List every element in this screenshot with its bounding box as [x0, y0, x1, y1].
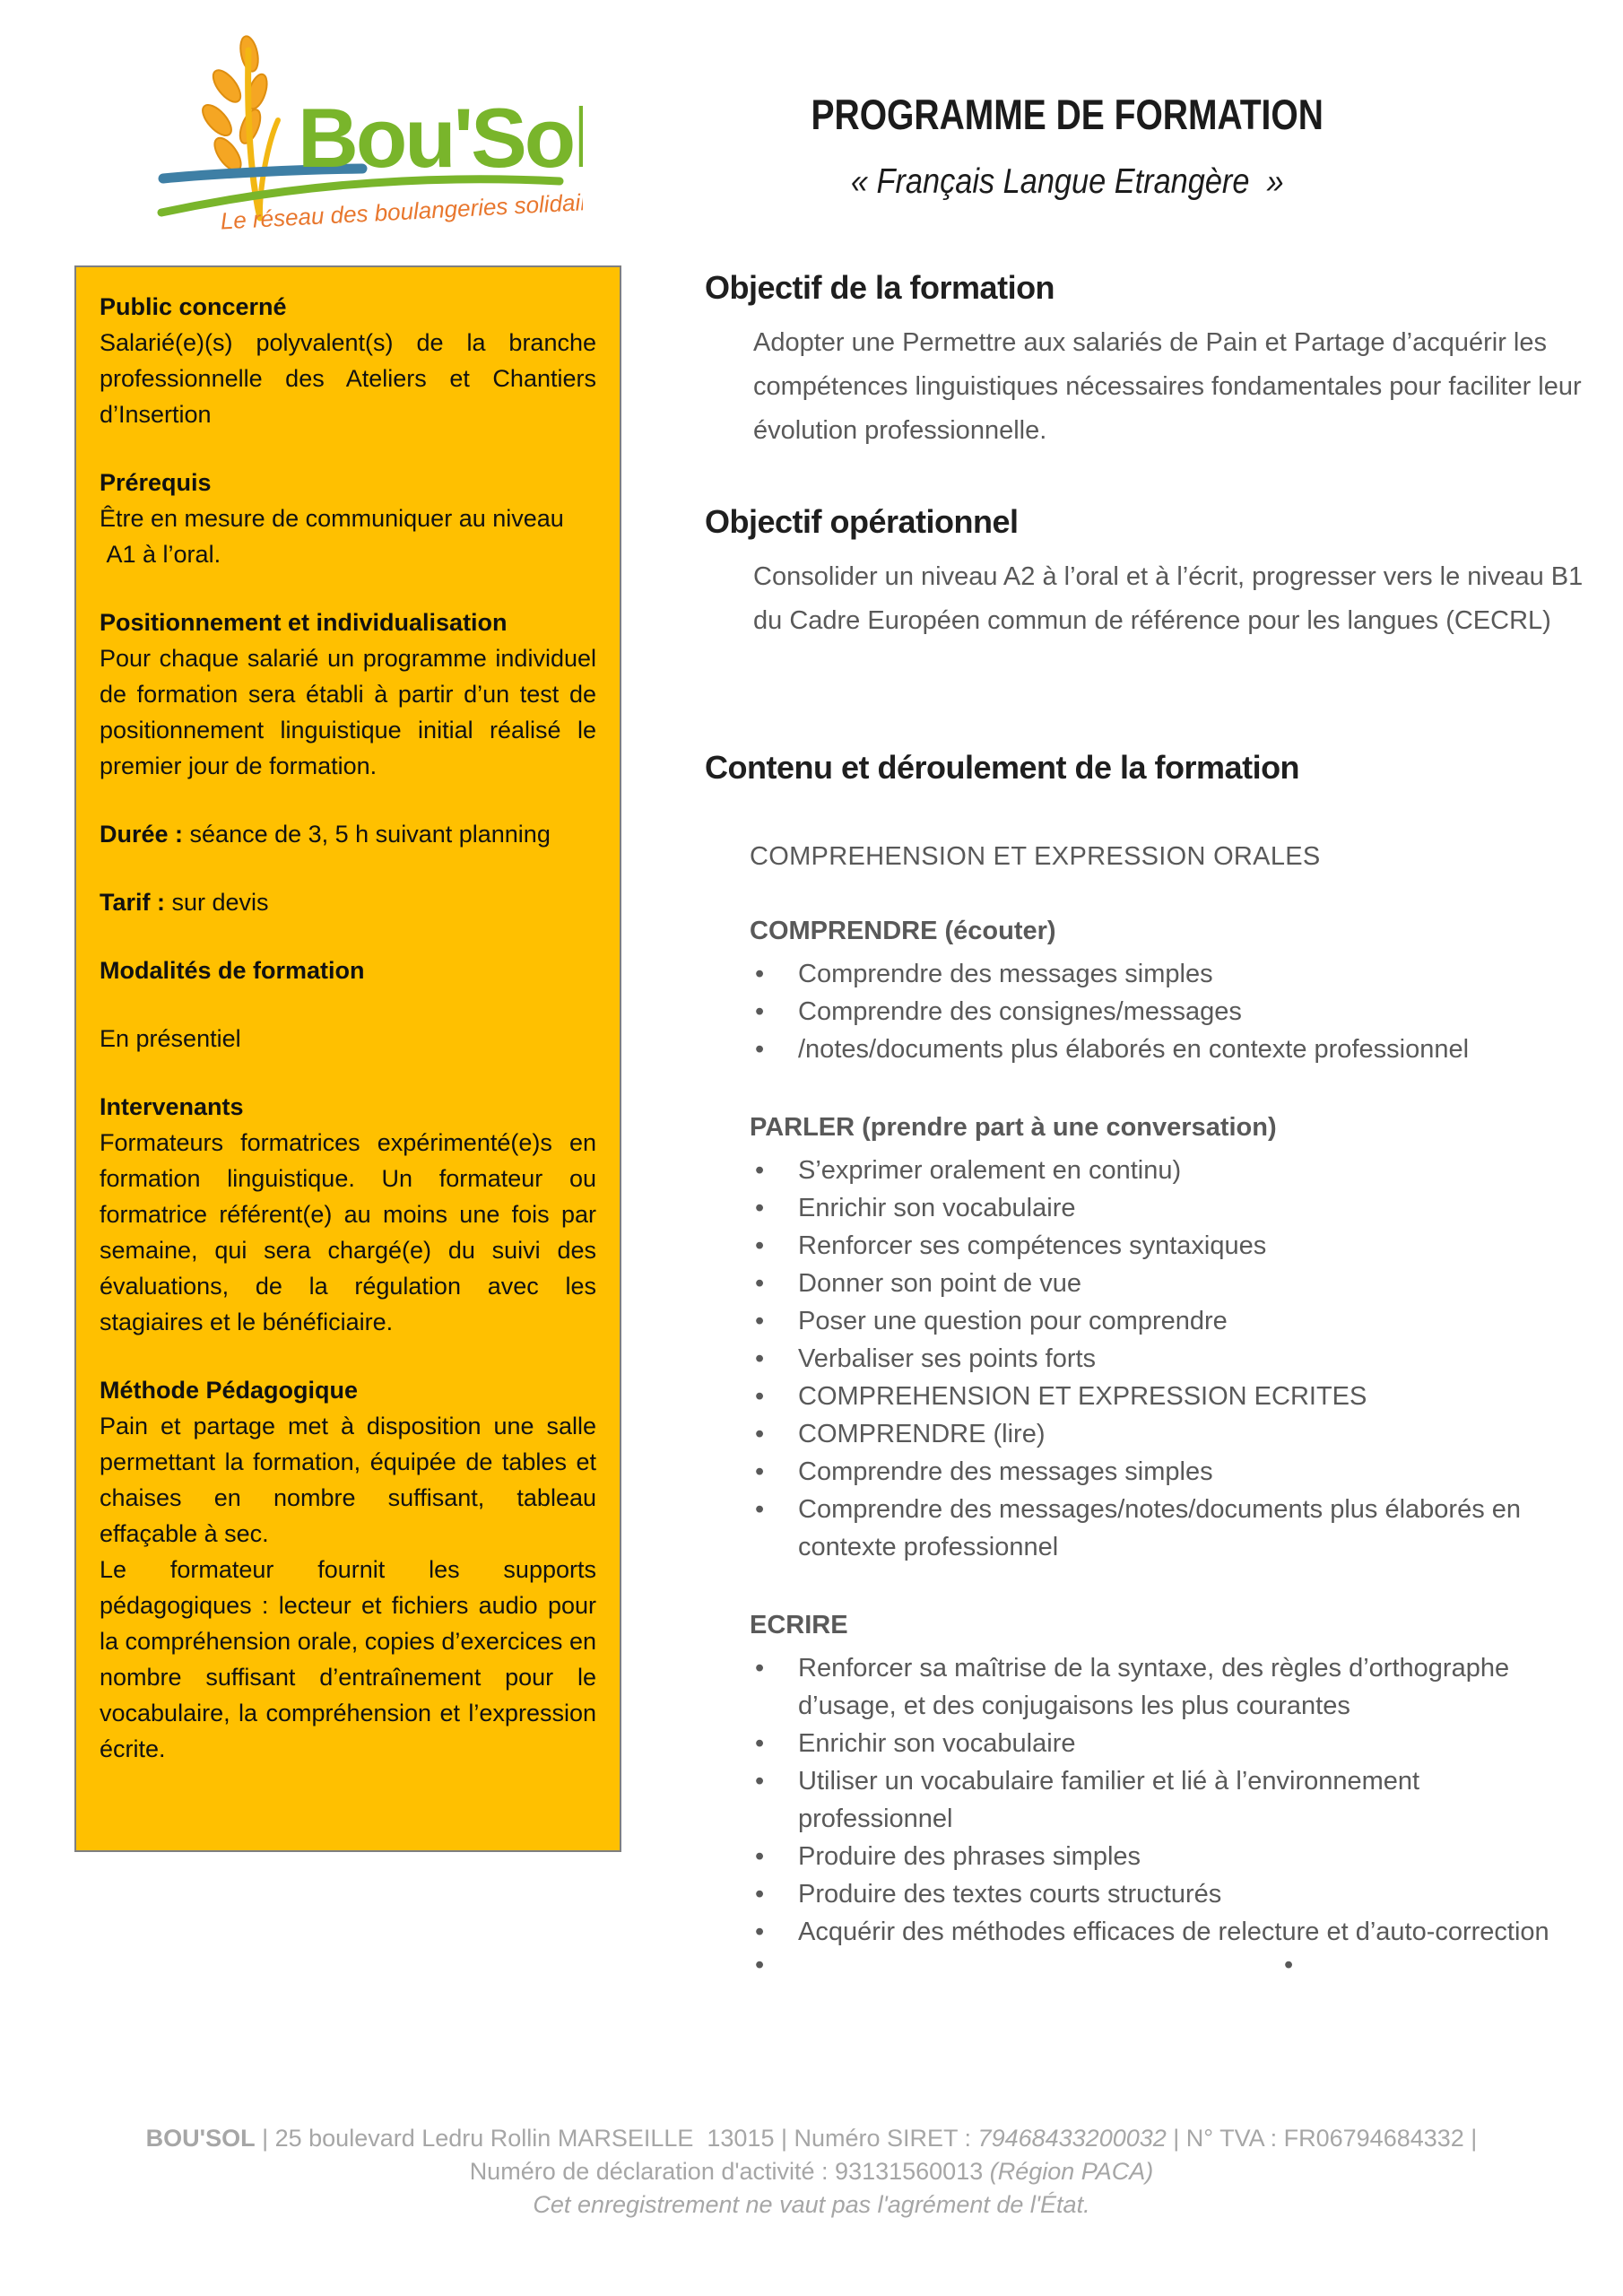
content-intro: COMPREHENSION ET EXPRESSION ORALES: [750, 842, 1321, 871]
bullet-text: Produire des phrases simples: [798, 1842, 1141, 1871]
bullet-text: Poser une question pour comprendre: [798, 1307, 1228, 1335]
sidebar-paragraph: En présentiel: [100, 1025, 241, 1052]
bullet-icon: •: [755, 1194, 765, 1222]
footer-line-1: [0, 2122, 1623, 2155]
document-title-block: [655, 90, 1480, 202]
bullet-text: Renforcer ses compétences syntaxiques: [798, 1231, 1267, 1260]
wheat-icon: [198, 35, 271, 175]
bullet-text: S’exprimer oralement en continu): [798, 1156, 1182, 1185]
main-content: [705, 269, 1610, 1988]
bullet-icon: •: [755, 1654, 765, 1683]
bullet-icon: •: [755, 960, 765, 988]
bullet-icon: •: [755, 1307, 765, 1335]
bullet-icon: •: [755, 1457, 765, 1486]
bullet-item: [750, 1189, 1557, 1227]
sidebar-inline-label: Tarif :: [100, 889, 165, 916]
bullet-text: COMPREHENSION ET EXPRESSION ECRITES: [798, 1382, 1367, 1411]
section-heading-objectif-formation: Objectif de la formation: [705, 269, 1055, 306]
sidebar-paragraph: Pain et partage met à disposition une salle permettant la formation, équipée de tables et chaises en nombre suffisant, tableau effaçable à sec.: [100, 1413, 596, 1547]
logo-wordmark: Bou'Sol: [298, 91, 583, 185]
content-groups: [750, 917, 1610, 1951]
bullet-text: Comprendre des messages/notes/documents plus élaborés en contexte professionnel: [798, 1495, 1522, 1561]
bullet-item: [750, 1453, 1557, 1491]
bullet-item: [750, 1378, 1557, 1415]
bullet-text: Comprendre des messages simples: [798, 1457, 1213, 1486]
bullet-item: [750, 1649, 1557, 1725]
sidebar-inline-item: Tarif : sur devis: [100, 889, 269, 916]
footer-region: (Région PACA): [989, 2158, 1154, 2185]
sidebar-inline-label: Durée :: [100, 821, 184, 848]
bullet-icon: •: [755, 1420, 765, 1448]
content-group: [750, 917, 1610, 1068]
bullet-item: [750, 1875, 1557, 1913]
empty-bullet-icon: •: [1284, 1951, 1294, 1979]
footer-line-3: Cet enregistrement ne vaut pas l'agrément de l'État.: [533, 2191, 1090, 2218]
bullet-icon: •: [755, 1880, 765, 1909]
bullet-icon: •: [755, 1156, 765, 1185]
bullet-item: [750, 993, 1557, 1031]
bullet-icon: •: [755, 1495, 765, 1524]
bousol-logo-graphic: [135, 32, 583, 239]
bullet-item: [750, 1762, 1557, 1838]
bullet-item: [750, 1302, 1557, 1340]
sidebar-sections: [100, 289, 596, 1767]
bullet-icon: •: [755, 997, 765, 1026]
bullet-text: COMPRENDRE (lire): [798, 1420, 1046, 1448]
sidebar-paragraph: Pour chaque salarié un programme individuel de formation sera établi à partir d’un test de positionnement linguistique initial réalisé le premier jour de formation.: [100, 645, 596, 779]
bullet-icon: •: [755, 1767, 765, 1796]
bullet-text: Produire des textes courts structurés: [798, 1880, 1222, 1909]
sidebar-section: [100, 465, 596, 572]
bullet-icon: •: [755, 1344, 765, 1373]
bullet-item: [750, 1227, 1557, 1265]
bullet-icon: •: [755, 1729, 765, 1758]
content-subheading: ECRIRE: [750, 1611, 848, 1639]
bullet-item: [750, 1031, 1557, 1068]
bousol-logo: [135, 32, 583, 239]
sidebar-paragraph: A1 à l’oral.: [100, 541, 221, 568]
sidebar-section-heading: Modalités de formation: [100, 957, 365, 984]
section-body-objectif-formation: Adopter une Permettre aux salariés de Pain et Partage d’acquérir les compétences linguistiques nécessaires fondamentales pour faciliter leur évolution professionnelle.: [753, 328, 1582, 445]
footer-line-2: [0, 2155, 1623, 2188]
sidebar-paragraph: Le formateur fournit les supports pédagogiques : lecteur et fichiers audio pour la compréhension orale, copies d’exercices en nombre suffisant d’entraînement pour le vocabulaire, la compréhension et l’expression écrite.: [100, 1556, 596, 1762]
page-subtitle: « Français Langue Etrangère »: [850, 162, 1284, 201]
bullet-item: [750, 1265, 1557, 1302]
bullet-text: Enrichir son vocabulaire: [798, 1194, 1076, 1222]
content-subheading: PARLER (prendre part à une conversation): [750, 1113, 1277, 1142]
bullet-item: [750, 955, 1557, 993]
sidebar-paragraph: Formateurs formatrices expérimenté(e)s en formation linguistique. Un formateur ou formatrice référent(e) au moins une fois par semaine, qui sera chargé(e) du suivi des évaluations, de la régulation avec les stagiaires et le bénéficiaire.: [100, 1129, 596, 1335]
bullet-icon: •: [755, 1231, 765, 1260]
bullet-text: Renforcer sa maîtrise de la syntaxe, des règles d’orthographe d’usage, et des conjugaisons les plus courantes: [798, 1654, 1510, 1720]
bullet-icon: •: [755, 1918, 765, 1946]
sidebar-section: [100, 604, 596, 784]
sidebar-section-heading: Prérequis: [100, 469, 212, 496]
bullet-icon: •: [755, 1035, 765, 1064]
logo-tagline: Le réseau des boulangeries solidaires: [220, 187, 583, 235]
content-group: [750, 1611, 1610, 1951]
bullet-icon: •: [755, 1269, 765, 1298]
bullet-text: /notes/documents plus élaborés en contexte professionnel: [798, 1035, 1470, 1064]
bullet-text: Donner son point de vue: [798, 1269, 1081, 1298]
bullet-item: [750, 1725, 1557, 1762]
bullet-item: [750, 1913, 1557, 1951]
bullet-icon: •: [755, 1842, 765, 1871]
sidebar-section-heading: Intervenants: [100, 1093, 244, 1120]
sidebar-section: [100, 884, 596, 920]
bullet-text: Comprendre des consignes/messages: [798, 997, 1242, 1026]
bullet-item: [750, 1838, 1557, 1875]
bullet-item: [750, 1152, 1557, 1189]
empty-bullet-icon: •: [755, 1951, 765, 1979]
sidebar-section-heading: Public concerné: [100, 293, 287, 320]
bullet-icon: •: [755, 1382, 765, 1411]
sidebar-section: [100, 1372, 596, 1767]
footer-tva: | N° TVA : FR06794684332 |: [1166, 2125, 1478, 2152]
bullet-text: Enrichir son vocabulaire: [798, 1729, 1076, 1758]
footer-siret: 79468433200032: [977, 2125, 1167, 2152]
sidebar-inline-item: Durée : séance de 3, 5 h suivant planning: [100, 821, 551, 848]
sidebar-section: [100, 1089, 596, 1340]
sidebar-section: [100, 952, 596, 1057]
bullet-item: [750, 1340, 1557, 1378]
sidebar-section: [100, 816, 596, 852]
content-subheading: COMPRENDRE (écouter): [750, 917, 1056, 945]
bullet-item: [750, 1491, 1557, 1566]
sidebar-section: [100, 289, 596, 432]
bullet-text: Utiliser un vocabulaire familier et lié à l’environnement professionnel: [798, 1767, 1420, 1833]
bullet-text: Verbaliser ses points forts: [798, 1344, 1097, 1373]
footer-declaration: Numéro de déclaration d'activité : 93131560013: [469, 2158, 990, 2185]
sidebar-paragraph: Être en mesure de communiquer au niveau: [100, 505, 564, 532]
section-heading-contenu: Contenu et déroulement de la formation: [705, 749, 1300, 786]
footer-address: | 25 boulevard Ledru Rollin MARSEILLE 13015 | Numéro SIRET :: [255, 2125, 978, 2152]
empty-bullet-row: [750, 1951, 1610, 1988]
page-title: PROGRAMME DE FORMATION: [811, 91, 1324, 138]
content-group: [750, 1113, 1610, 1566]
info-sidebar: [74, 265, 621, 1852]
bullet-text: Acquérir des méthodes efficaces de relecture et d’auto-correction: [798, 1918, 1549, 1946]
section-heading-objectif-operationnel: Objectif opérationnel: [705, 503, 1019, 540]
footer-company: BOU'SOL: [145, 2125, 256, 2152]
sidebar-paragraph: Salarié(e)(s) polyvalent(s) de la branche professionnelle des Ateliers et Chantiers d’Insertion: [100, 329, 596, 428]
page-footer: [0, 2122, 1623, 2222]
sidebar-section-heading: Positionnement et individualisation: [100, 609, 508, 636]
bullet-item: [750, 1415, 1557, 1453]
section-body-objectif-operationnel: Consolider un niveau A2 à l’oral et à l’écrit, progresser vers le niveau B1 du Cadre Européen commun de référence pour les langues (CECRL): [753, 562, 1584, 635]
content-block: [750, 842, 1610, 1988]
sidebar-section-heading: Méthode Pédagogique: [100, 1377, 359, 1404]
bullet-text: Comprendre des messages simples: [798, 960, 1213, 988]
